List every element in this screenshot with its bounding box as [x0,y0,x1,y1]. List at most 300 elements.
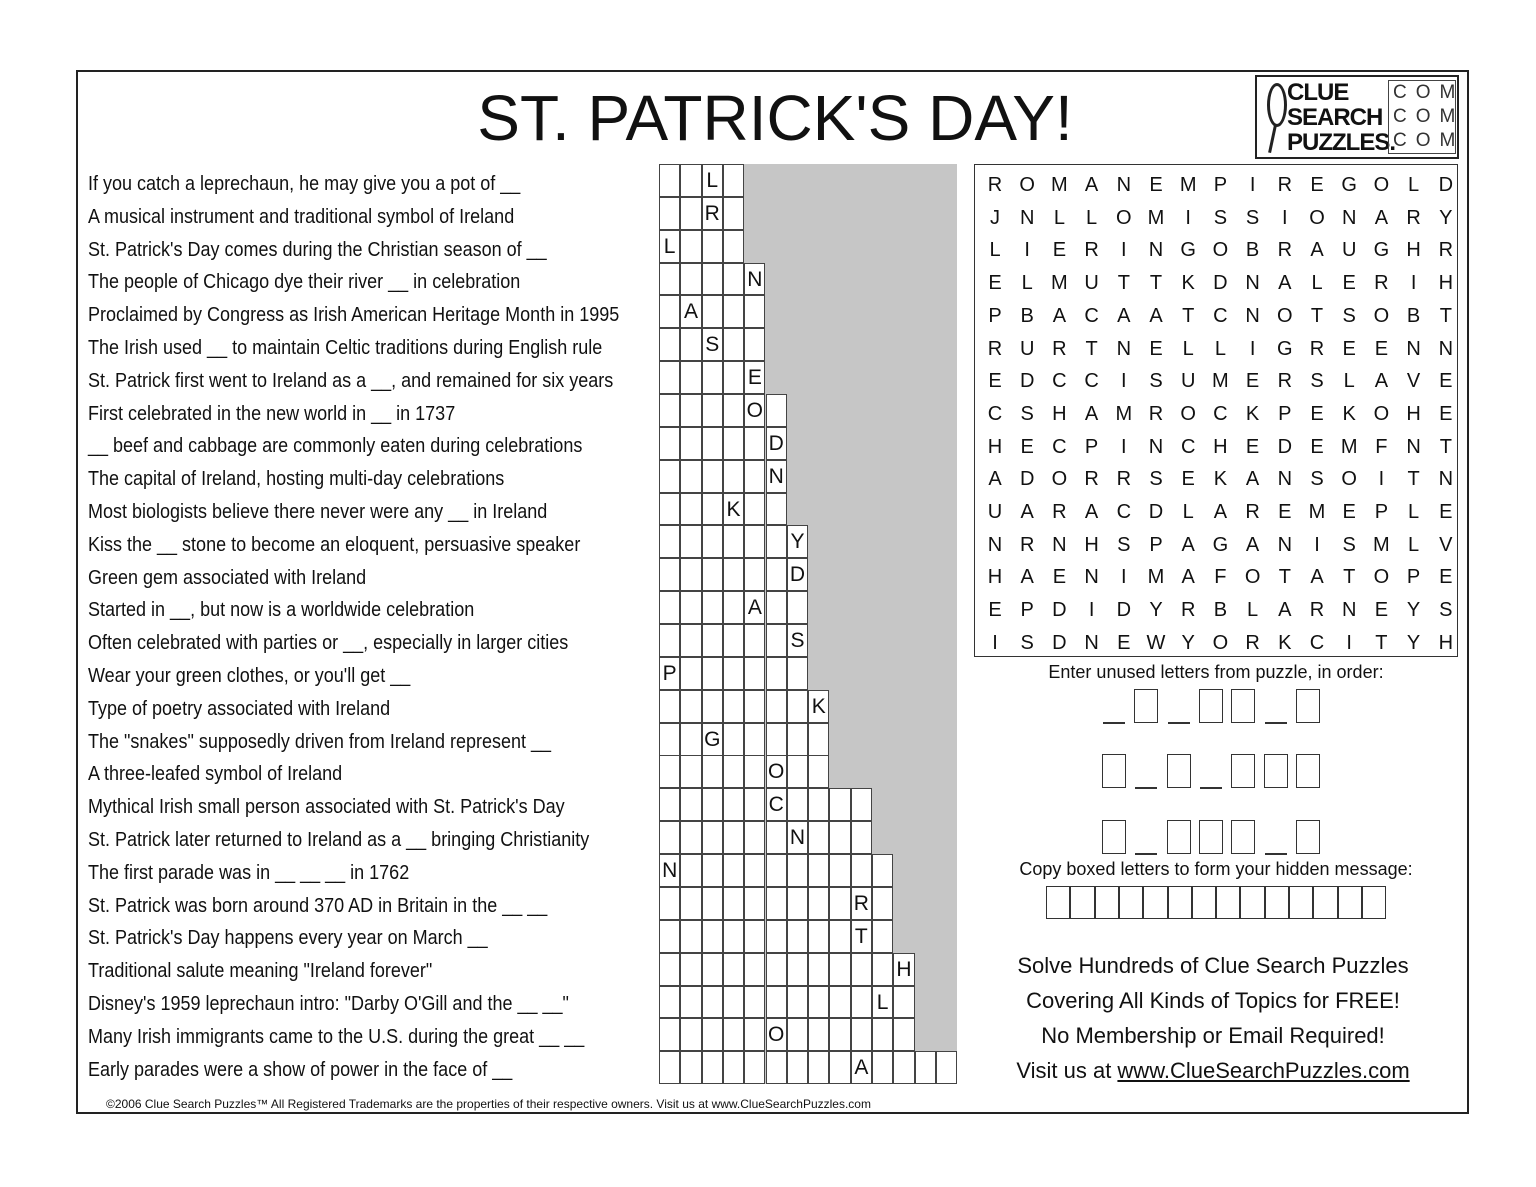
word-search-letter[interactable]: P [1406,566,1421,589]
word-search-letter[interactable]: M [1179,174,1197,196]
answer-cell[interactable] [723,164,744,197]
message-letter-box[interactable] [1313,886,1337,919]
word-search-letter[interactable]: T [1182,304,1195,327]
answer-cell[interactable] [680,263,701,296]
word-search-letter[interactable]: I [1346,631,1352,654]
answer-cell[interactable] [744,1018,765,1051]
word-search-letter[interactable]: I [1121,435,1127,458]
word-search-letter[interactable]: U [1341,239,1357,262]
word-search-letter[interactable]: R [1309,337,1325,360]
answer-cell[interactable] [723,788,744,821]
answer-cell[interactable]: R [851,887,872,920]
answer-cell[interactable] [893,1051,914,1084]
word-search-letter[interactable]: A [988,468,1002,491]
word-search-letter[interactable]: I [1314,533,1320,556]
answer-cell[interactable] [808,986,829,1019]
word-search-letter[interactable]: R [1245,501,1260,523]
word-search-letter[interactable]: E [1342,501,1356,523]
word-search-letter[interactable]: R [1148,402,1164,425]
answer-cell[interactable] [744,854,765,887]
word-search-letter[interactable]: E [1181,468,1195,491]
word-search-letter[interactable]: L [1214,337,1226,360]
word-search-letter[interactable]: T [1085,337,1098,360]
word-search-letter[interactable]: R [1052,501,1067,523]
answer-cell[interactable]: O [766,755,787,788]
word-search-letter[interactable]: O [1373,304,1390,327]
word-search-letter[interactable]: N [1341,206,1357,229]
answer-cell[interactable] [787,788,808,821]
word-search-letter[interactable]: R [987,174,1003,196]
answer-cell[interactable] [702,1051,723,1084]
word-search-letter[interactable]: C [1180,435,1196,458]
word-search-letter[interactable]: T [1439,304,1452,327]
answer-cell[interactable] [659,328,680,361]
word-search-letter[interactable]: P [988,304,1002,327]
word-search-letter[interactable]: T [1278,566,1291,589]
word-search-letter[interactable]: A [1117,304,1131,327]
answer-cell[interactable] [744,657,765,690]
answer-cell[interactable] [702,525,723,558]
word-search-letter[interactable]: O [1051,468,1068,491]
word-search-letter[interactable]: S [1342,304,1356,327]
word-search-letter[interactable]: O [1309,206,1325,229]
answer-cell[interactable] [744,755,765,788]
answer-cell[interactable] [680,1051,701,1084]
word-search-letter[interactable]: S [1020,402,1034,425]
answer-cell[interactable] [659,361,680,394]
answer-cell[interactable] [723,394,744,427]
word-search-letter[interactable]: R [1277,370,1293,393]
message-letter-box[interactable] [1192,886,1216,919]
word-search-letter[interactable]: H [1052,402,1067,425]
word-search-letter[interactable]: K [1245,402,1260,425]
answer-cell[interactable]: N [744,263,765,296]
answer-cell[interactable] [851,821,872,854]
answer-cell[interactable] [659,591,680,624]
word-search-letter[interactable]: N [1245,304,1260,327]
word-search-letter[interactable]: M [1115,402,1133,425]
word-search-letter[interactable]: T [1439,435,1452,458]
word-search-letter[interactable]: I [1249,337,1256,360]
answer-cell[interactable]: S [702,328,723,361]
answer-cell[interactable] [787,1051,808,1084]
answer-cell[interactable] [808,821,829,854]
answer-cell[interactable] [680,821,701,854]
answer-cell[interactable] [851,986,872,1019]
answer-cell[interactable] [829,1018,850,1051]
answer-cell[interactable] [659,1018,680,1051]
answer-cell[interactable] [723,328,744,361]
word-search-letter[interactable]: A [1181,533,1195,556]
hidden-letter-box[interactable] [1296,820,1320,854]
answer-cell[interactable] [787,854,808,887]
word-search-letter[interactable]: A [1374,206,1389,229]
answer-cell[interactable] [659,164,680,197]
word-search-letter[interactable]: R [1406,206,1421,229]
word-search-letter[interactable]: M [1212,370,1229,393]
answer-cell[interactable] [723,295,744,328]
word-search-letter[interactable]: L [1053,206,1065,229]
answer-cell[interactable] [787,591,808,624]
answer-cell[interactable] [744,624,765,657]
word-search-letter[interactable]: N [987,533,1003,556]
answer-cell[interactable] [659,493,680,526]
word-search-letter[interactable]: S [1342,533,1356,556]
word-search-letter[interactable]: A [1374,370,1389,393]
word-search-letter[interactable]: I [1121,566,1127,589]
answer-cell[interactable] [766,821,787,854]
word-search-letter[interactable]: R [1309,599,1325,622]
word-search-letter[interactable]: I [1185,206,1191,229]
answer-cell[interactable] [808,788,829,821]
answer-cell[interactable]: L [872,986,893,1019]
answer-cell[interactable] [680,755,701,788]
word-search-letter[interactable]: L [1408,501,1420,523]
answer-cell[interactable]: N [659,854,680,887]
answer-cell[interactable] [680,427,701,460]
answer-cell[interactable] [787,723,808,756]
answer-cell[interactable] [702,460,723,493]
word-search-letter[interactable]: A [1084,174,1099,196]
word-search-letter[interactable]: G [1180,239,1196,262]
word-search-letter[interactable]: L [1408,533,1420,556]
word-search-letter[interactable]: F [1214,566,1227,589]
word-search-letter[interactable]: R [1277,239,1293,262]
word-search-letter[interactable]: R [1084,468,1099,491]
word-search-letter[interactable]: H [1438,272,1454,295]
answer-cell[interactable] [723,723,744,756]
answer-cell[interactable] [744,558,765,591]
message-letter-box[interactable] [1070,886,1094,919]
word-search-letter[interactable]: T [1343,566,1356,589]
word-search-letter[interactable]: S [1213,206,1228,229]
word-search-letter[interactable]: U [1084,272,1099,295]
answer-cell[interactable]: P [659,657,680,690]
word-search-letter[interactable]: I [1088,599,1095,622]
word-search-letter[interactable]: A [1020,566,1034,589]
word-search-letter[interactable]: E [1245,370,1260,393]
answer-cell[interactable] [659,986,680,1019]
word-search-letter[interactable]: E [1374,599,1389,622]
answer-cell[interactable] [829,887,850,920]
word-search-letter[interactable]: E [988,370,1002,393]
answer-cell[interactable] [766,394,787,427]
answer-cell[interactable] [787,986,808,1019]
word-search-letter[interactable]: E [1117,631,1131,654]
word-search-letter[interactable]: N [1148,435,1164,458]
answer-cell[interactable] [744,525,765,558]
answer-cell[interactable] [808,755,829,788]
answer-cell[interactable] [744,328,765,361]
word-search-letter[interactable]: D [1213,272,1228,295]
hidden-letter-box[interactable] [1199,689,1223,723]
word-search-letter[interactable]: T [1407,468,1420,491]
word-search-letter[interactable]: G [1277,337,1293,360]
word-search-letter[interactable]: N [1277,468,1293,491]
word-search-letter[interactable]: O [1373,566,1390,589]
word-search-letter[interactable]: J [990,206,1000,229]
word-search-letter[interactable]: A [1084,402,1099,425]
word-search-letter[interactable]: H [1406,239,1421,262]
answer-cell[interactable] [680,394,701,427]
word-search-letter[interactable]: R [1084,239,1099,262]
answer-cell[interactable] [702,427,723,460]
word-search-letter[interactable]: P [1084,435,1099,458]
hidden-letter-box[interactable] [1102,820,1126,854]
answer-cell[interactable] [787,755,808,788]
word-search-letter[interactable]: D [1438,174,1454,196]
answer-cell[interactable] [744,1051,765,1084]
answer-cell[interactable] [744,723,765,756]
word-search-letter[interactable]: U [987,501,1003,523]
answer-cell[interactable] [702,624,723,657]
answer-cell[interactable] [702,821,723,854]
answer-cell[interactable] [808,723,829,756]
answer-cell[interactable] [659,263,680,296]
answer-cell[interactable] [702,986,723,1019]
word-search-letter[interactable]: C [1052,370,1067,393]
word-search-letter[interactable]: E [1310,435,1324,458]
answer-cell[interactable] [808,920,829,953]
answer-cell[interactable] [723,197,744,230]
answer-cell[interactable] [723,460,744,493]
word-search-letter[interactable]: L [1343,370,1355,393]
word-search-letter[interactable]: G [1212,533,1229,556]
word-search-letter[interactable]: A [1052,304,1067,327]
word-search-letter[interactable]: L [1021,272,1033,295]
word-search-letter[interactable]: A [1149,304,1163,327]
word-search-letter[interactable]: O [1277,304,1293,327]
hidden-letter-box[interactable] [1102,754,1126,788]
answer-cell[interactable] [829,920,850,953]
hidden-letter-box[interactable] [1134,689,1158,723]
answer-cell[interactable] [680,460,701,493]
message-letter-box[interactable] [1362,886,1386,919]
answer-cell[interactable] [872,953,893,986]
word-search-letter[interactable]: O [1180,402,1196,425]
answer-cell[interactable] [723,986,744,1019]
word-search-letter[interactable]: C [1052,435,1067,458]
answer-cell[interactable] [680,788,701,821]
answer-cell[interactable]: R [702,197,723,230]
word-search-letter[interactable]: C [1213,304,1228,327]
word-search-letter[interactable]: M [1147,206,1165,229]
answer-cell[interactable] [787,690,808,723]
answer-cell[interactable] [680,591,701,624]
answer-cell[interactable] [744,986,765,1019]
word-search-letter[interactable]: L [1086,206,1098,229]
answer-cell[interactable] [680,953,701,986]
word-search-letter[interactable]: K [1213,468,1228,491]
word-search-letter[interactable]: L [1247,599,1259,622]
answer-cell[interactable] [680,920,701,953]
answer-cell[interactable]: N [787,821,808,854]
answer-cell[interactable] [787,887,808,920]
hidden-letter-box[interactable] [1264,754,1288,788]
word-search-letter[interactable]: I [1024,239,1030,262]
word-search-letter[interactable]: E [1342,272,1356,295]
word-search-letter[interactable]: B [1020,304,1034,327]
word-search-letter[interactable]: C [1116,501,1132,523]
word-search-letter[interactable]: M [1147,566,1165,589]
word-search-letter[interactable]: M [1340,435,1358,458]
answer-cell[interactable] [702,493,723,526]
answer-cell[interactable] [766,624,787,657]
answer-cell[interactable] [766,920,787,953]
answer-cell[interactable] [766,690,787,723]
word-search-letter[interactable]: O [1244,566,1261,589]
word-search-letter[interactable]: V [1439,533,1453,556]
word-search-letter[interactable]: B [1245,239,1260,262]
answer-cell[interactable] [659,887,680,920]
word-search-letter[interactable]: D [1019,370,1035,393]
answer-cell[interactable] [787,657,808,690]
answer-cell[interactable] [829,788,850,821]
word-search-letter[interactable]: I [1378,468,1385,491]
word-search-letter[interactable]: H [987,435,1003,458]
message-letter-box[interactable] [1095,886,1119,919]
word-search-letter[interactable]: E [1439,501,1453,523]
word-search-letter[interactable]: L [1182,501,1194,523]
answer-cell[interactable]: A [851,1051,872,1084]
answer-cell[interactable] [702,1018,723,1051]
answer-cell[interactable] [787,953,808,986]
answer-cell[interactable]: Y [787,525,808,558]
answer-cell[interactable] [723,854,744,887]
answer-cell[interactable] [744,788,765,821]
answer-cell[interactable] [766,525,787,558]
word-search-letter[interactable]: S [1310,370,1324,393]
word-search-letter[interactable]: D [1116,599,1132,622]
answer-cell[interactable] [723,558,744,591]
answer-cell[interactable] [702,854,723,887]
answer-cell[interactable] [766,986,787,1019]
answer-cell[interactable] [702,887,723,920]
answer-cell[interactable] [659,460,680,493]
answer-cell[interactable] [872,1018,893,1051]
answer-cell[interactable]: H [893,953,914,986]
answer-cell[interactable] [680,624,701,657]
word-search-letter[interactable]: R [1438,239,1454,262]
word-search-letter[interactable]: I [992,631,998,654]
word-search-letter[interactable]: E [988,272,1002,295]
hidden-letter-box[interactable] [1231,820,1255,854]
hidden-letter-box[interactable] [1231,689,1255,723]
hidden-letter-box[interactable] [1167,820,1191,854]
answer-cell[interactable] [872,854,893,887]
word-search-letter[interactable]: D [1277,435,1293,458]
word-search-letter[interactable]: I [1121,370,1127,393]
answer-cell[interactable]: C [766,788,787,821]
word-search-letter[interactable]: V [1406,370,1421,393]
word-search-letter[interactable]: A [1020,501,1034,523]
answer-cell[interactable] [723,624,744,657]
answer-cell[interactable] [723,755,744,788]
word-search-letter[interactable]: O [1116,206,1132,229]
answer-cell[interactable] [766,493,787,526]
message-letter-box[interactable] [1265,886,1289,919]
answer-cell[interactable] [723,1051,744,1084]
answer-cell[interactable] [851,1018,872,1051]
word-search-letter[interactable]: N [1084,631,1099,654]
answer-cell[interactable]: D [766,427,787,460]
answer-cell[interactable] [702,263,723,296]
answer-cell[interactable] [744,460,765,493]
answer-cell[interactable] [744,920,765,953]
answer-cell[interactable] [723,1018,744,1051]
word-search-letter[interactable]: B [1213,599,1228,622]
answer-cell[interactable] [766,953,787,986]
word-search-letter[interactable]: T [1310,304,1324,327]
word-search-letter[interactable]: S [1020,631,1034,654]
word-search-letter[interactable]: N [1148,239,1164,262]
word-search-letter[interactable]: A [1181,566,1195,589]
word-search-letter[interactable]: O [1212,239,1229,262]
answer-cell[interactable] [680,328,701,361]
message-letter-box[interactable] [1119,886,1143,919]
answer-cell[interactable] [680,164,701,197]
answer-cell[interactable]: A [680,295,701,328]
answer-cell[interactable] [829,821,850,854]
answer-cell[interactable] [659,558,680,591]
word-search-letter[interactable]: G [1373,239,1390,262]
answer-cell[interactable] [893,986,914,1019]
message-letter-box[interactable] [1046,886,1070,919]
word-search-letter[interactable]: C [987,402,1003,425]
answer-cell[interactable] [723,920,744,953]
word-search-letter[interactable]: E [1245,435,1260,458]
answer-cell[interactable] [702,591,723,624]
answer-cell[interactable]: D [787,558,808,591]
word-search-letter[interactable]: I [1410,272,1417,295]
answer-cell[interactable] [744,295,765,328]
word-search-letter[interactable]: E [1052,239,1067,262]
answer-cell[interactable]: O [766,1018,787,1051]
word-search-letter[interactable]: T [1117,272,1130,295]
word-search-letter[interactable]: E [1052,566,1067,589]
answer-cell[interactable] [659,1051,680,1084]
message-letter-box[interactable] [1168,886,1192,919]
answer-cell[interactable] [659,755,680,788]
word-search-letter[interactable]: O [1373,174,1390,196]
answer-cell[interactable] [702,558,723,591]
word-search-letter[interactable]: E [1149,174,1163,196]
word-search-letter[interactable]: A [1310,566,1324,589]
answer-cell[interactable] [829,854,850,887]
answer-cell[interactable] [702,690,723,723]
answer-cell[interactable] [680,558,701,591]
word-search-letter[interactable]: E [1310,174,1324,196]
answer-cell[interactable] [872,887,893,920]
word-search-letter[interactable]: N [1116,337,1132,360]
word-search-letter[interactable]: Y [1439,206,1453,229]
answer-cell[interactable] [787,920,808,953]
word-search-letter[interactable]: L [1408,174,1420,196]
answer-cell[interactable]: K [723,493,744,526]
website-link[interactable]: www.ClueSearchPuzzles.com [1117,1058,1410,1083]
word-search-letter[interactable]: F [1375,435,1388,458]
answer-cell[interactable] [702,361,723,394]
word-search-letter[interactable]: M [1051,174,1068,196]
answer-cell[interactable] [872,1051,893,1084]
word-search-letter[interactable]: K [1181,272,1195,295]
answer-cell[interactable] [744,887,765,920]
hidden-letter-box[interactable] [1199,820,1223,854]
answer-cell[interactable] [659,920,680,953]
word-search-letter[interactable]: N [1052,533,1067,556]
answer-cell[interactable]: S [787,624,808,657]
word-search-letter[interactable]: N [1438,337,1454,360]
